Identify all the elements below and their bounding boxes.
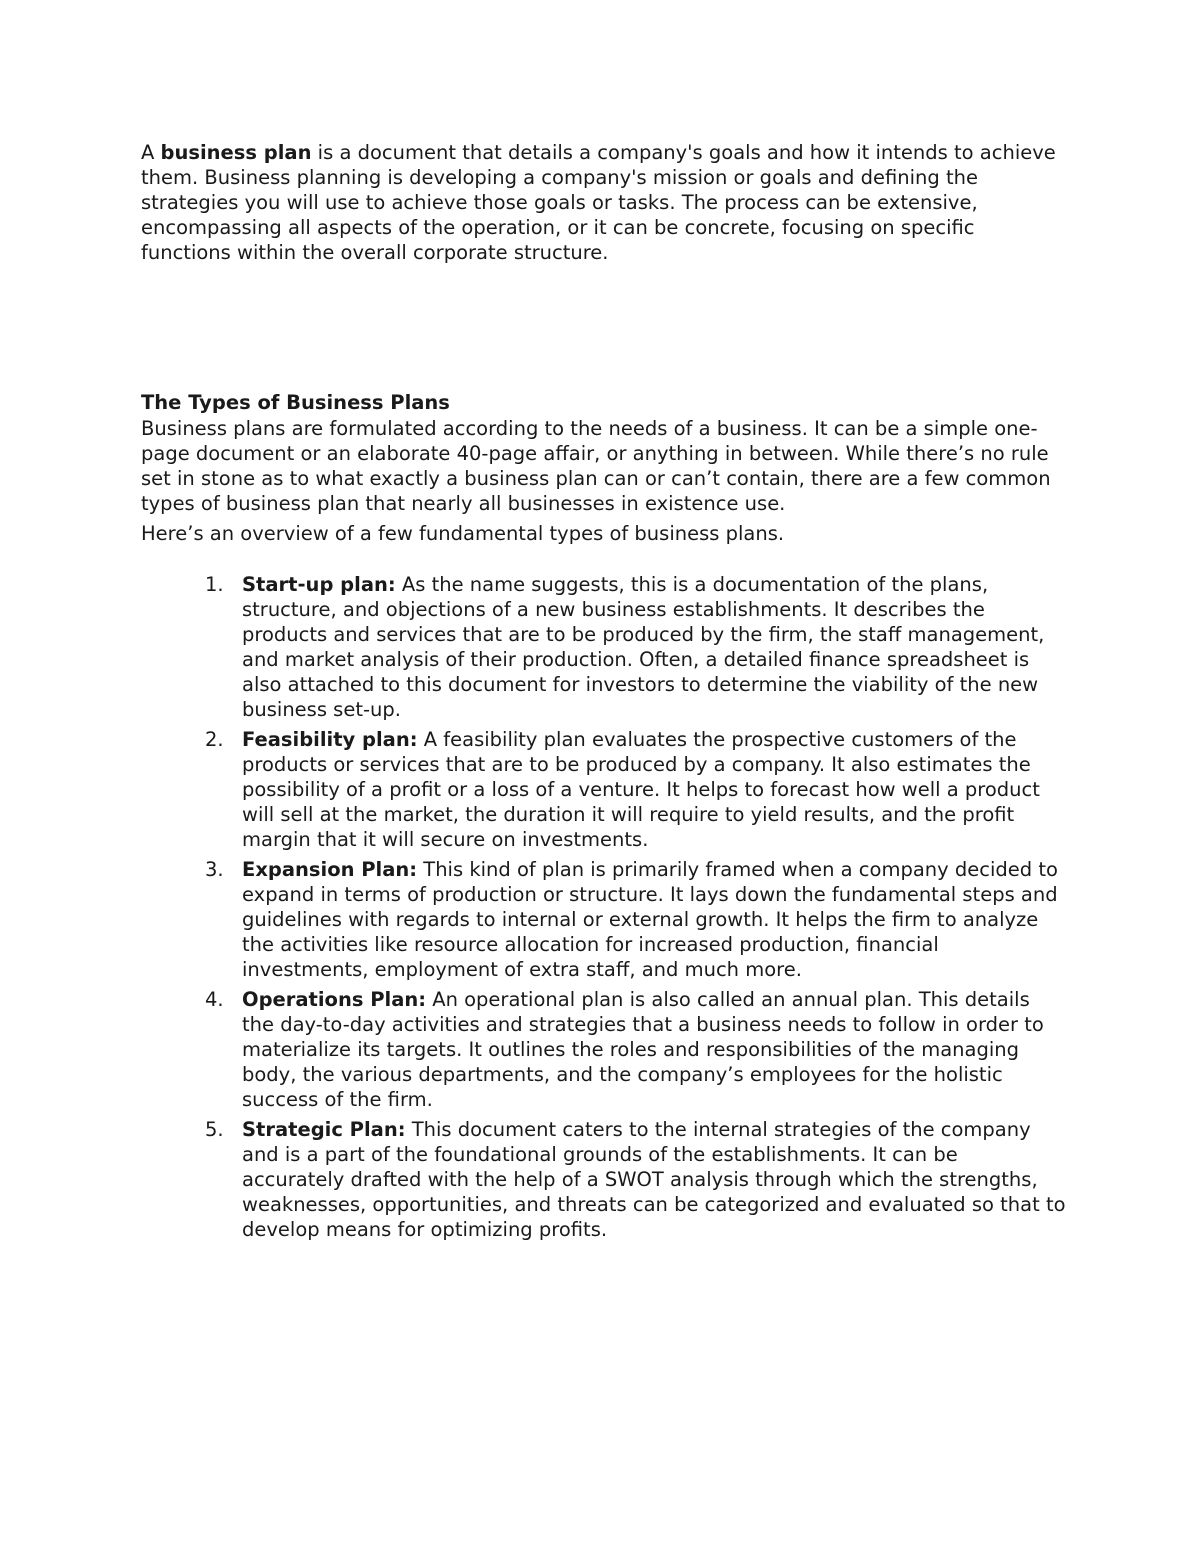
- list-item: [141, 987, 1066, 1112]
- intro-paragraph: [141, 140, 1066, 265]
- list-text: As the name suggests, this is a documentation of the plans, structure, and objections of a new business establishments. It describes the products and services that are to be produced by the firm, the staff management, and market analysis of their production. Often, a detailed finance spreadsheet is also attached to this document for investors to determine the viability of the new business set-up.: [242, 573, 1045, 721]
- list-item: [141, 857, 1066, 982]
- list-number: 3.: [205, 858, 224, 881]
- list-term: Strategic Plan:: [242, 1118, 406, 1141]
- list-number: 4.: [205, 988, 224, 1011]
- list-text: This document caters to the internal strategies of the company and is a part of the foundational grounds of the establishments. It can be accurately drafted with the help of a SWOT analysis through which the strengths, weaknesses, opportunities, and threats can be categorized and evaluated so that to develop means for optimizing profits.: [242, 1118, 1066, 1241]
- intro-text: is a document that details a company's goals and how it intends to achieve them. Business planning is developing a company's mission or goals and defining the strategies you will use to achieve those goals or tasks. The process can be extensive, encompassing all aspects of the operation, or it can be concrete, focusing on specific functions within the overall corporate structure.: [141, 141, 1056, 264]
- list-text: A feasibility plan evaluates the prospective customers of the products or services that are to be produced by a company. It also estimates the possibility of a profit or a loss of a venture. It helps to forecast how well a product will sell at the market, the duration it will require to yield results, and the profit margin that it will secure on investments.: [242, 728, 1040, 851]
- list-item: [141, 1117, 1066, 1242]
- section-heading: The Types of Business Plans: [141, 391, 450, 414]
- intro-lead: A: [141, 141, 161, 164]
- list-term: Expansion Plan:: [242, 858, 418, 881]
- intro-term: business plan: [160, 141, 312, 164]
- plan-types-list: [141, 572, 1066, 1242]
- intro-block: [141, 140, 1066, 265]
- list-term: Start-up plan:: [242, 573, 396, 596]
- types-section: [141, 390, 1066, 1247]
- list-term: Feasibility plan:: [242, 728, 418, 751]
- list-item: [141, 727, 1066, 852]
- list-term: Operations Plan:: [242, 988, 427, 1011]
- list-item: [141, 572, 1066, 722]
- list-text: This kind of plan is primarily framed when a company decided to expand in terms of production or structure. It lays down the fundamental steps and guidelines with regards to internal or external growth. It helps the firm to analyze the activities like resource allocation for increased production, financial investments, employment of extra staff, and much more.: [242, 858, 1058, 981]
- list-number: 5.: [205, 1118, 224, 1141]
- list-number: 2.: [205, 728, 224, 751]
- list-text: An operational plan is also called an annual plan. This details the day-to-day activities and strategies that a business needs to follow in order to materialize its targets. It outlines the roles and responsibilities of the managing body, the various departments, and the company’s employees for the holistic success of the firm.: [242, 988, 1044, 1111]
- section-paragraph: Business plans are formulated according to the needs of a business. It can be a simple one-page document or an elaborate 40-page affair, or anything in between. While there’s no rule set in stone as to what exactly a business plan can or can’t contain, there are a few common types of business plan that nearly all businesses in existence use.: [141, 417, 1051, 515]
- list-number: 1.: [205, 573, 224, 596]
- overview-line: Here’s an overview of a few fundamental types of business plans.: [141, 522, 785, 545]
